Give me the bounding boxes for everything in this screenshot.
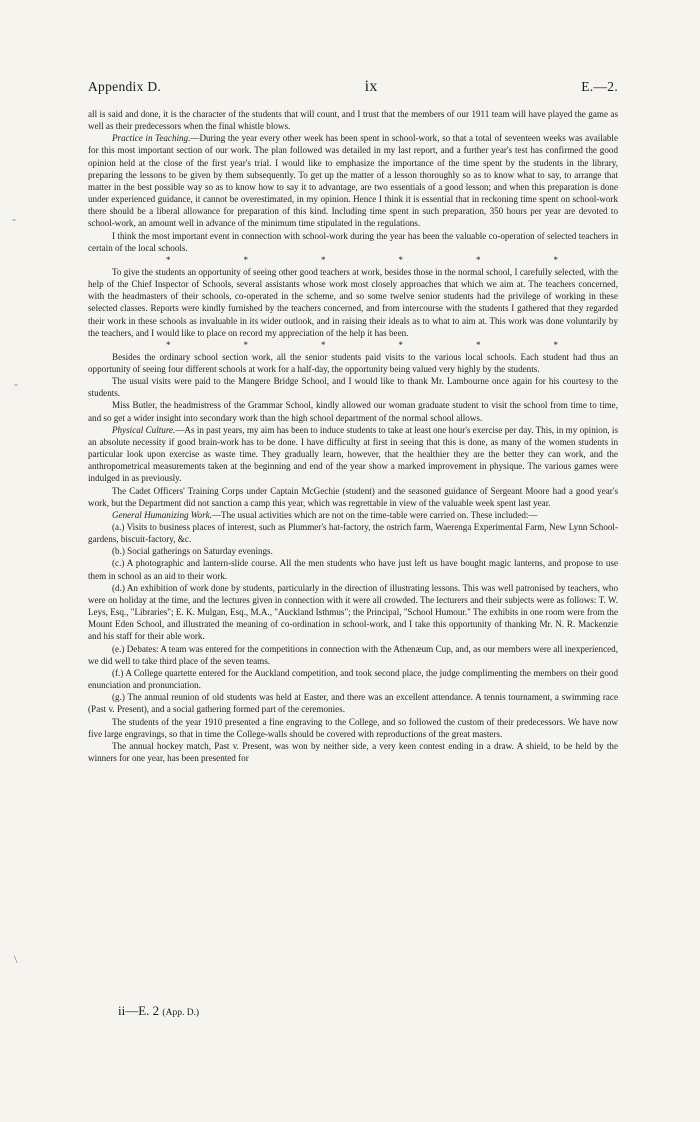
header-reference: E.—2.	[581, 79, 618, 94]
star-divider: *	[553, 254, 558, 265]
star-divider: *	[243, 254, 248, 265]
paragraph-text: The annual hockey match, Past v. Present, was won by neither side, a very keen contest ending in a draw. A shield, to be held by the winners for one year, has been presented for	[88, 740, 618, 763]
paragraph	[88, 667, 618, 691]
paragraph	[88, 108, 618, 132]
paragraph-text: Miss Butler, the headmistress of the Grammar School, kindly allowed our woman graduate student to visit the school from time to time, and so get a wider insight into secondary work than the high school department of the normal school allows.	[88, 400, 618, 423]
star-divider: *	[321, 339, 326, 350]
paragraph-text: To give the students an opportunity of seeing other good teachers at work, besides those in the normal school, I carefully selected, with the help of the Chief Inspector of Schools, several assistants whose work most closely approaches that which we aim at. The teachers concerned, with the headmasters of their schools, co-operated in the scheme, and so some twelve senior students had the privilege of working in these selected classes. Reports were kindly furnished by the teachers concerned, and from intercourse with the students I gathered that they regarded their work in these schools as invaluable in its wider outlook, and in raising their ideals as to what to aim at. This work was done voluntarily by the teachers, and I would like to place on record my appreciation of the help it has been.	[88, 266, 618, 338]
paragraph	[88, 266, 618, 339]
paragraph	[88, 691, 618, 715]
margin-mark: -	[12, 212, 16, 226]
star-divider: *	[166, 254, 171, 265]
paragraph-text: —As in past years, my aim has been to induce students to take at least one hour's exercise per day. This, in my opinion, is an absolute necessity if good brain-work has to be done. I have difficulty at first in seeing that this is done, as many of the women students in particular look upon exercise as waste time. They gradually learn, however, that the healthier they are the better they can work, and the anthropometrical measurements taken at the beginning and end of the year show a marked improvement in physique. The various games were indulged in as previously.	[88, 424, 618, 484]
paragraph-text: (c.) A photographic and lantern-slide course. All the men students who have just left us have bought magic lanterns, and propose to use them in school as an aid to their work.	[88, 558, 618, 581]
paragraph-text: all is said and done, it is the character of the students that will count, and I trust that the members of our 1911 team will have played the game as well as their predecessors when the final whistle blows.	[88, 109, 618, 132]
paragraph	[88, 545, 618, 557]
running-header	[88, 78, 618, 96]
paragraph-text: (f.) A College quartette entered for the Auckland competition, and took second place, the judge complimenting the members on their good enunciation and pronunciation.	[88, 667, 618, 691]
paragraph-text: (b.) Social gatherings on Saturday evenings.	[112, 546, 273, 557]
paragraph	[88, 740, 618, 764]
star-divider: *	[398, 339, 403, 350]
star-divider: *	[243, 339, 248, 350]
report-body	[88, 108, 618, 764]
paragraph	[88, 716, 618, 740]
paragraph-heading: General Humanizing Work.	[112, 509, 212, 520]
star-divider: *	[321, 254, 326, 265]
star-divider: *	[553, 339, 558, 350]
paragraph-text: (d.) An exhibition of work done by students, particularly in the direction of illustrating lessons. This was well patronised by teachers, who were on holiday at the time, and the lectures given in connection with it were all crowded. The lecturers and their subjects were as follows: T. W. Leys, Esq., "Libraries"; E. K. Mulgan, Esq., M.A., "Auckland Isthmus"; the Principal, "School Humour." The exhibits in one room were from the Mount Eden School, and illustrated the meaning of co-ordination in school-work, and I take this opportunity of thanking Mr. N. R. Mackenzie and his staff for their able work.	[88, 582, 618, 642]
paragraph	[88, 424, 618, 485]
header-page-number: ix	[364, 78, 378, 95]
paragraph-heading: Physical Culture.	[112, 424, 176, 435]
paragraph	[88, 557, 618, 581]
paragraph	[88, 509, 618, 521]
paragraph-text: The usual visits were paid to the Mangere Bridge School, and I would like to thank Mr. Lambourne once again for his courtesy to the students.	[88, 376, 618, 399]
footer-note: (App. D.)	[162, 1008, 200, 1018]
paragraph	[88, 643, 618, 667]
paragraph	[88, 399, 618, 423]
margin-mark: \	[14, 952, 18, 966]
star-divider: *	[166, 339, 171, 350]
paragraph	[88, 582, 618, 643]
paragraph	[88, 351, 618, 375]
star-divider: *	[476, 254, 481, 265]
section-break-stars	[88, 340, 618, 350]
paragraph	[88, 521, 618, 545]
page-footer	[118, 1003, 199, 1019]
paragraph-text: (g.) The annual reunion of old students was held at Easter, and there was an excellent attendance. A tennis tournament, a swimming race (Past v. Present), and a social gathering formed part of the ceremonies.	[88, 692, 618, 715]
paragraph-text: Besides the ordinary school section work, all the senior students paid visits to the various local schools. Each student had thus an opportunity of seeing four different schools at work for a half-day, the opportunity being valued very highly by the students.	[88, 351, 618, 374]
paragraph-text: (a.) Visits to business places of interest, such as Plummer's hat-factory, the ostrich farm, Waerenga Experimental Farm, New Lynn School-gardens, biscuit-factory, &c.	[88, 522, 618, 545]
margin-mark: -	[14, 377, 18, 391]
paragraph-text: The Cadet Officers' Training Corps under Captain McGechie (student) and the seasoned guidance of Sergeant Moore had a good year's work, but the Department did not sanction a camp this year, which was regrettable in view of the valuable week spent last year.	[88, 485, 618, 508]
paragraph-text: (e.) Debates: A team was entered for the competitions in connection with the Athenæum Cup, and, as our members were all inexperienced, we did well to take third place of the seven teams.	[88, 643, 618, 666]
section-break-stars	[88, 255, 618, 265]
paragraph-text: —The usual activities which are not on the time-table were carried on. These included:—	[211, 509, 538, 520]
paragraph-text: —During the year every other week has been spent in school-work, so that a total of seventeen weeks was available for this most important section of our work. The plan followed was detailed in my last report, and a further year's test has confirmed the good opinion held at the close of the first year's trial. I would like to emphasize the importance of the time spent by the students in the library, preparing the lessons to be given by them subsequently. To get up the matter of a lesson thoroughly so as to know what to say, to arrange that matter in the best possible way so as to know how to say it to advantage, are two essentials of a good lesson; and when this preparation is done under experienced guidance, it cannot be overestimated, in my opinion. Hence I think it is essential that in reckoning time spent on school-work there should be a liberal allowance for preparation of this kind. Including time spent in such preparation, 350 hours per year are devoted to school-work, an amount well in advance of the minimum time stipulated in the regulations.	[88, 133, 618, 229]
paragraph	[88, 132, 618, 229]
star-divider: *	[476, 339, 481, 350]
paragraph-text: I think the most important event in connection with school-work during the year has been the valuable co-operation of selected teachers in certain of the local schools.	[88, 230, 618, 253]
paragraph	[88, 375, 618, 399]
page	[88, 78, 618, 764]
star-divider: *	[398, 254, 403, 265]
header-appendix: Appendix D.	[88, 79, 162, 94]
paragraph-text: The students of the year 1910 presented a fine engraving to the College, and so followed the custom of their predecessors. We have now five large engravings, so that in time the College-walls should be covered with reproductions of the great masters.	[88, 716, 618, 739]
paragraph	[88, 230, 618, 254]
footer-signature: ii—E. 2	[118, 1003, 160, 1018]
paragraph-heading: Practice in Teaching.	[112, 133, 191, 144]
paragraph	[88, 485, 618, 509]
